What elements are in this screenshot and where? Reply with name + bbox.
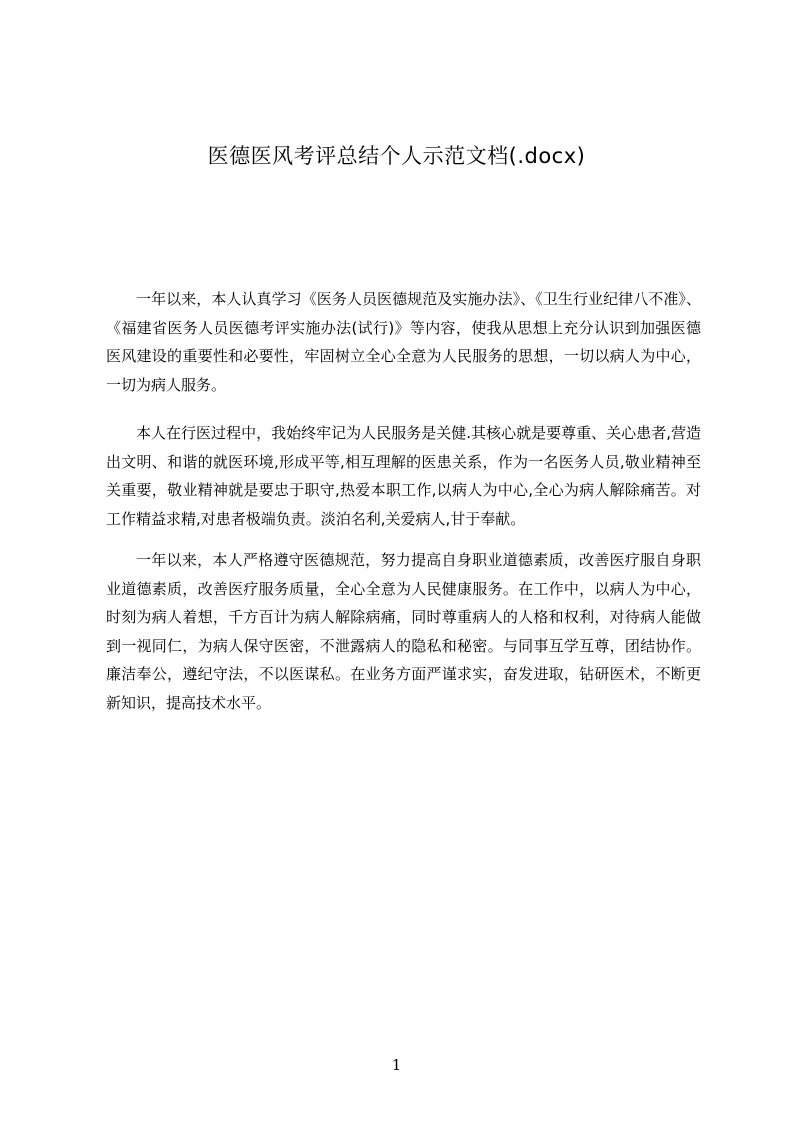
page-number: 1	[391, 1056, 402, 1074]
paragraph-3: 一年以来，本人严格遵守医德规范，努力提高自身职业道德素质，改善医疗服自身职业道德素质，改善医疗服务质量，全心全意为人民健康服务。在工作中，以病人为中心，时刻为病人着想，千方百计为病人解除病痛，同时尊重病人的人格和权利，对待病人能做到一视同仁，为病人保守医密，不泄露病人的隐私和秘密。与同事互学互尊，团结协作。廉洁奉公，遵纪守法，不以医谋私。在业务方面严谨求实，奋发进取，钻研医术，不断更新知识，提高技术水平。	[106, 551, 701, 712]
paragraph-2: 本人在行医过程中，我始终牢记为人民服务是关健.其核心就是要尊重、关心患者,营造出文明、和谐的就医环境,形成平等,相互理解的医患关系，作为一名医务人员,敬业精神至关重要，敬业精神就是要忠于职守,热爱本职工作,以病人为中心,全心为病人解除痛苦。对工作精益求精,对患者极端负责。淡泊名利,关爱病人,甘于奉献。	[106, 424, 701, 528]
paragraph-1: 一年以来，本人认真学习《医务人员医德规范及实施办法》、《卫生行业纪律八不准》、《福建省医务人员医德考评实施办法(试行)》等内容，使我从思想上充分认识到加强医德医风建设的重要性和必要性，牢固树立全心全意为人民服务的思想，一切以病人为中心，一切为病人服务。	[106, 290, 701, 394]
document-title: 医德医风考评总结个人示范文档(.docx)	[207, 144, 586, 168]
